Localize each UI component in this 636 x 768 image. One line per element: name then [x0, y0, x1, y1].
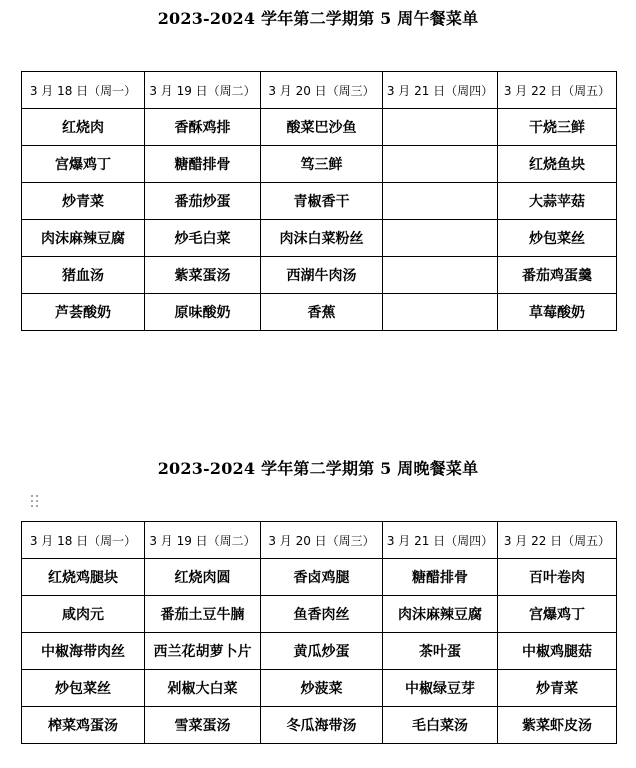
dinner-cell: 剁椒大白菜: [145, 670, 261, 707]
dinner-cell: 咸肉元: [22, 596, 145, 633]
lunch-cell: 西湖牛肉汤: [261, 257, 383, 294]
dinner-header-mon: 3 月 18 日（周一）: [22, 522, 145, 559]
dinner-cell: 紫菜虾皮汤: [498, 707, 617, 744]
lunch-header-fri: 3 月 22 日（周五）: [498, 72, 617, 109]
dinner-cell: 宫爆鸡丁: [498, 596, 617, 633]
dinner-cell: 红烧肉圆: [145, 559, 261, 596]
lunch-cell: 猪血汤: [22, 257, 145, 294]
dinner-cell: 冬瓜海带汤: [261, 707, 383, 744]
lunch-cell: 大蒜苹菇: [498, 183, 617, 220]
lunch-header-thu: 3 月 21 日（周四）: [383, 72, 498, 109]
lunch-cell: 肉沫白菜粉丝: [261, 220, 383, 257]
dinner-cell: 中椒鸡腿菇: [498, 633, 617, 670]
lunch-cell: [383, 146, 498, 183]
dinner-cell: 黄瓜炒蛋: [261, 633, 383, 670]
lunch-cell: [383, 257, 498, 294]
drag-handle-icon[interactable]: [30, 494, 40, 510]
lunch-header-tue: 3 月 19 日（周二）: [145, 72, 261, 109]
lunch-cell: 肉沫麻辣豆腐: [22, 220, 145, 257]
lunch-menu-title: 2023-2024 学年第二学期第 5 周午餐菜单: [157, 9, 479, 28]
dinner-cell: 中椒海带肉丝: [22, 633, 145, 670]
table-row: [22, 707, 617, 744]
lunch-cell: 宫爆鸡丁: [22, 146, 145, 183]
lunch-header-wed: 3 月 20 日（周三）: [261, 72, 383, 109]
lunch-header-mon: 3 月 18 日（周一）: [22, 72, 145, 109]
lunch-cell: 番茄鸡蛋羹: [498, 257, 617, 294]
table-row: [22, 670, 617, 707]
lunch-cell: 芦荟酸奶: [22, 294, 145, 331]
lunch-cell: 草莓酸奶: [498, 294, 617, 331]
lunch-cell: [383, 183, 498, 220]
dinner-cell: 榨菜鸡蛋汤: [22, 707, 145, 744]
dinner-cell: 鱼香肉丝: [261, 596, 383, 633]
lunch-menu-table: [21, 71, 617, 331]
dinner-cell: 番茄土豆牛腩: [145, 596, 261, 633]
dinner-cell: 红烧鸡腿块: [22, 559, 145, 596]
lunch-cell: [383, 294, 498, 331]
lunch-cell: 紫菜蛋汤: [145, 257, 261, 294]
lunch-cell: 干烧三鲜: [498, 109, 617, 146]
dinner-cell: 中椒绿豆芽: [383, 670, 498, 707]
dinner-cell: 香卤鸡腿: [261, 559, 383, 596]
table-row: [22, 220, 617, 257]
dinner-cell: 西兰花胡萝卜片: [145, 633, 261, 670]
lunch-cell: 酸菜巴沙鱼: [261, 109, 383, 146]
dinner-header-thu: 3 月 21 日（周四）: [383, 522, 498, 559]
dinner-header-wed: 3 月 20 日（周三）: [261, 522, 383, 559]
lunch-cell: 原味酸奶: [145, 294, 261, 331]
dinner-cell: 雪菜蛋汤: [145, 707, 261, 744]
lunch-cell: 红烧肉: [22, 109, 145, 146]
table-row: [22, 257, 617, 294]
lunch-cell: [383, 220, 498, 257]
lunch-cell: 番茄炒蛋: [145, 183, 261, 220]
table-row: [22, 596, 617, 633]
lunch-header-row: [22, 72, 617, 109]
dinner-header-fri: 3 月 22 日（周五）: [498, 522, 617, 559]
dinner-cell: 肉沫麻辣豆腐: [383, 596, 498, 633]
dinner-cell: 毛白菜汤: [383, 707, 498, 744]
dinner-header-tue: 3 月 19 日（周二）: [145, 522, 261, 559]
dinner-cell: 糖醋排骨: [383, 559, 498, 596]
table-row: [22, 633, 617, 670]
lunch-cell: 香酥鸡排: [145, 109, 261, 146]
lunch-cell: 糖醋排骨: [145, 146, 261, 183]
lunch-cell: 笃三鲜: [261, 146, 383, 183]
dinner-header-row: [22, 522, 617, 559]
dinner-cell: 炒包菜丝: [22, 670, 145, 707]
table-row: [22, 559, 617, 596]
lunch-cell: 香蕉: [261, 294, 383, 331]
lunch-cell: 红烧鱼块: [498, 146, 617, 183]
table-row: [22, 183, 617, 220]
dinner-cell: 炒青菜: [498, 670, 617, 707]
dinner-cell: 百叶卷肉: [498, 559, 617, 596]
table-row: [22, 109, 617, 146]
lunch-cell: 炒毛白菜: [145, 220, 261, 257]
dinner-cell: 炒菠菜: [261, 670, 383, 707]
lunch-cell: 青椒香干: [261, 183, 383, 220]
lunch-cell: 炒青菜: [22, 183, 145, 220]
dinner-cell: 茶叶蛋: [383, 633, 498, 670]
dinner-menu-title: 2023-2024 学年第二学期第 5 周晚餐菜单: [157, 459, 479, 478]
table-row: [22, 294, 617, 331]
lunch-cell: 炒包菜丝: [498, 220, 617, 257]
lunch-cell: [383, 109, 498, 146]
table-row: [22, 146, 617, 183]
dinner-menu-table: [21, 521, 617, 744]
